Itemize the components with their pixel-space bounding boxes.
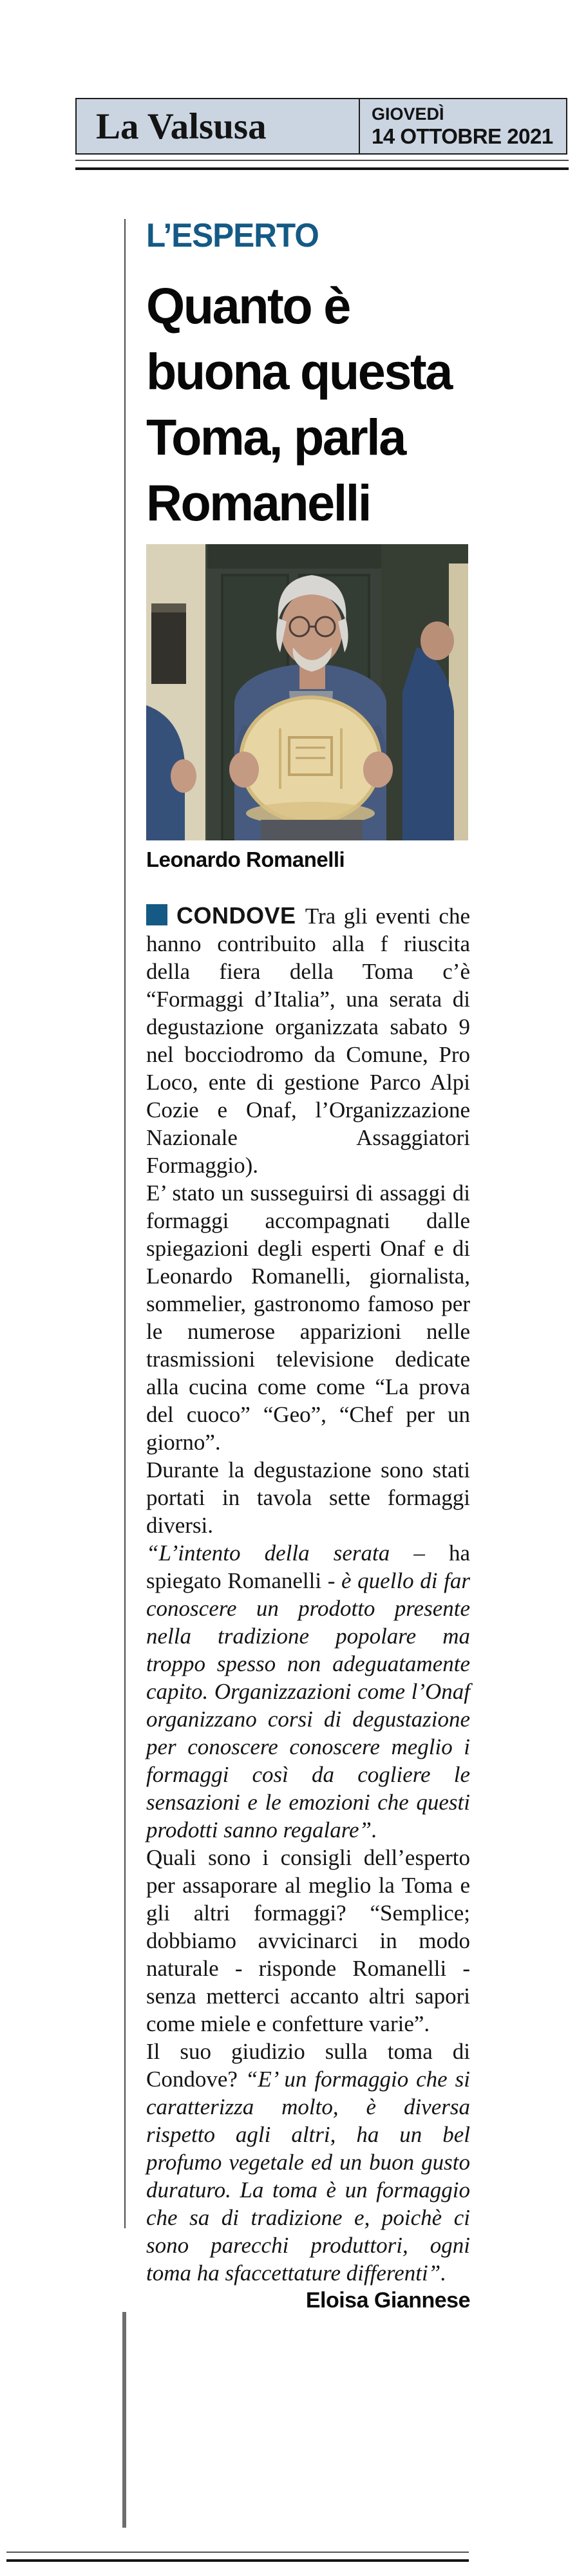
masthead-full-date: 14 OTTOBRE 2021 (372, 124, 553, 148)
article-headline: Quanto è buona questa Toma, parla Romanelli (146, 277, 451, 531)
article-paragraph (146, 1844, 470, 2038)
article-paragraph (146, 2038, 470, 2287)
bottom-divider-thin (6, 2552, 469, 2553)
newspaper-masthead (75, 98, 567, 155)
column-left-rule-thick-segment (122, 2312, 126, 2528)
paragraph-text: Il suo giudizio sulla toma di Condove? (146, 2039, 470, 2092)
paragraph-text: Tra gli eventi che hanno contribuito alla f riuscita della fiera della Toma c’è “Formaggi d’Italia”, una serata di degustazione organizzata sabato 9 nel bocciodromo da Comune, Pro Loco, ente di gestione Parco Alpi Cozie e Onaf, l’Organizzazione Nazionale Assaggiatori Formaggio). (146, 904, 470, 1178)
location-bullet-icon (146, 904, 167, 925)
masthead-date-block (360, 106, 553, 147)
paragraph-text: Quali sono i consigli dell’esperto per assaporare al meglio la Toma e gli altri formaggi? “Semplice; dobbiamo avvicinarci in modo naturale - risponde Romanelli - senza metterci accanto altri sapori come miele e confetture varie”. (146, 1845, 470, 2036)
photo-caption: Leonardo Romanelli (146, 848, 345, 871)
photo-illustration (146, 544, 468, 840)
quote-text: è quello di far conoscere un prodotto presente nella tradizione popolare ma troppo spesso non adeguatamente capito. Organizzazioni come l’Onaf organizzano corsi di degustazione per conoscere conoscere meglio i formaggi così da cogliere le sensazioni e le emozioni che questi prodotti sanno regalare”. (146, 1568, 471, 1842)
article-photo (146, 544, 468, 840)
article-paragraph (146, 1179, 470, 1456)
paragraph-text: ha spiegato Romanelli - (146, 1540, 470, 1593)
masthead-day: GIOVEDÌ (372, 104, 444, 124)
article-byline: Eloisa Giannese (305, 2288, 470, 2313)
article-body (146, 902, 470, 2315)
bottom-divider-thick (6, 2559, 469, 2562)
article-paragraph (146, 1539, 470, 1844)
quote-text: “E’ un formaggio che si caratterizza molto, è diversa rispetto agli altri, ha un bel profumo vegetale ed un buon gusto duraturo. La toma è un formaggio che sa di tradizione e, poichè ci sono parecchi produttori, ogni toma ha sfaccettature differenti”. (146, 2067, 470, 2286)
paragraph-text: Durante la degustazione sono stati portati in tavola sette formaggi diversi. (146, 1457, 470, 1538)
article-paragraph (146, 902, 470, 1179)
column-left-rule (124, 219, 126, 2228)
quote-text: “L’intento della serata – (146, 1540, 449, 1566)
newspaper-title: La Valsusa (96, 106, 267, 147)
paragraph-text: E’ stato un susseguirsi di assaggi di formaggi accompagnati dalle spiegazioni degli esperti Onaf e di Leonardo Romanelli, giornalista, sommelier, gastronomo famoso per le numerose apparizioni nelle trasmissioni televisione dedicate alla cucina come come “La prova del cuoco” “Geo”, “Chef per un giorno”. (146, 1180, 470, 1455)
article-paragraph (146, 1456, 470, 1539)
top-divider-thick (75, 167, 569, 170)
article-kicker: L’ESPERTO (146, 217, 319, 254)
location-tag: CONDOVE (176, 902, 305, 929)
top-divider-thin (75, 160, 569, 161)
